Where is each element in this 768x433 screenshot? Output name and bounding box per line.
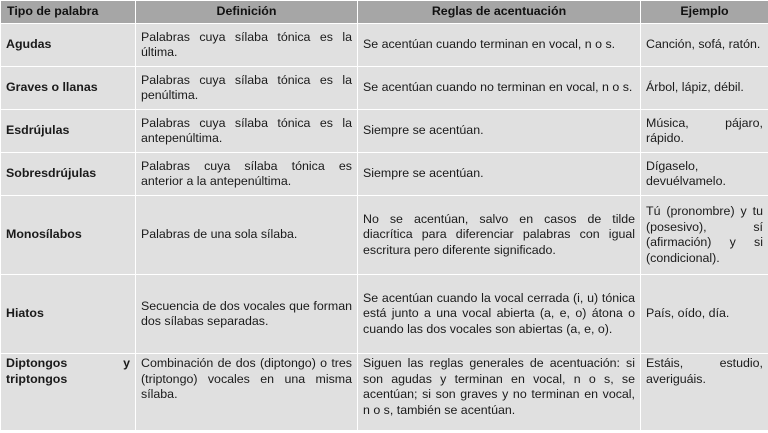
table-row bbox=[1, 24, 768, 67]
cell-rule: Se acentúan cuando terminan en vocal, n o s. bbox=[358, 24, 641, 67]
table-row bbox=[1, 110, 768, 153]
table-row bbox=[1, 354, 768, 431]
cell-rule: Siguen las reglas generales de acentuación: si son agudas y terminan en vocal, n o s, se acentúan; si son graves y no terminan en vocal, n o s, también se acentúan. bbox=[358, 354, 641, 431]
header-row bbox=[1, 1, 768, 24]
header-reglas: Reglas de acentuación bbox=[358, 1, 641, 24]
cell-rule: Se acentúan cuando no terminan en vocal, n o s. bbox=[358, 67, 641, 110]
cell-type: Sobresdrújulas bbox=[1, 153, 136, 196]
cell-type: Graves o llanas bbox=[1, 67, 136, 110]
cell-type: Agudas bbox=[1, 24, 136, 67]
table-row bbox=[1, 275, 768, 354]
cell-definition: Palabras cuya sílaba tónica es la última. bbox=[136, 24, 358, 67]
cell-rule: Siempre se acentúan. bbox=[358, 110, 641, 153]
cell-rule: Siempre se acentúan. bbox=[358, 153, 641, 196]
cell-example: Dígaselo, devuélvamelo. bbox=[641, 153, 768, 196]
cell-example: Música, pájaro, rápido. bbox=[641, 110, 768, 153]
table-row bbox=[1, 153, 768, 196]
cell-definition: Secuencia de dos vocales que forman dos sílabas separadas. bbox=[136, 275, 358, 354]
cell-example: Tú (pronombre) y tu (posesivo), sí (afirmación) y si (condicional). bbox=[641, 196, 768, 275]
cell-type: Monosílabos bbox=[1, 196, 136, 275]
cell-type: Hiatos bbox=[1, 275, 136, 354]
cell-example: País, oído, día. bbox=[641, 275, 768, 354]
cell-type: Esdrújulas bbox=[1, 110, 136, 153]
table-row bbox=[1, 67, 768, 110]
cell-example: Canción, sofá, ratón. bbox=[641, 24, 768, 67]
cell-definition: Palabras cuya sílaba tónica es la penúltima. bbox=[136, 67, 358, 110]
cell-rule: Se acentúan cuando la vocal cerrada (i, u) tónica está junto a una vocal abierta (a, e, o) átona o cuando las dos vocales son abiertas (a, e, o). bbox=[358, 275, 641, 354]
cell-type: Diptongos y triptongos bbox=[1, 354, 136, 431]
cell-definition: Palabras de una sola sílaba. bbox=[136, 196, 358, 275]
cell-definition: Palabras cuya sílaba tónica es anterior a la antepenúltima. bbox=[136, 153, 358, 196]
cell-example: Árbol, lápiz, débil. bbox=[641, 67, 768, 110]
cell-rule: No se acentúan, salvo en casos de tilde diacrítica para diferenciar palabras con igual escritura pero diferente significado. bbox=[358, 196, 641, 275]
header-ejemplo: Ejemplo bbox=[641, 1, 768, 24]
table-row bbox=[1, 196, 768, 275]
header-definicion: Definición bbox=[136, 1, 358, 24]
cell-definition: Palabras cuya sílaba tónica es la antepenúltima. bbox=[136, 110, 358, 153]
cell-example: Estáis, estudio, averiguáis. bbox=[641, 354, 768, 431]
cell-definition: Combinación de dos (diptongo) o tres (triptongo) vocales en una misma sílaba. bbox=[136, 354, 358, 431]
header-tipo: Tipo de palabra bbox=[1, 1, 136, 24]
